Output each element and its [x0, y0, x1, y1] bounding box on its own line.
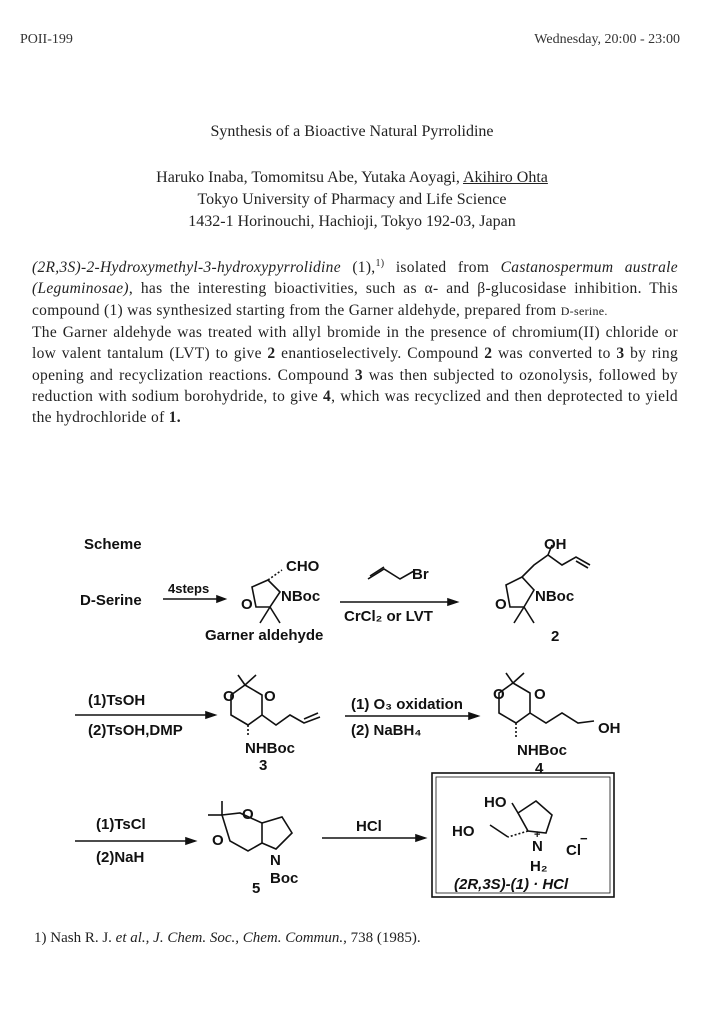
- affiliation: Tokyo University of Pharmacy and Life Science: [197, 191, 507, 208]
- cho-bond: [268, 570, 282, 580]
- compound-4-label: 4: [535, 760, 544, 777]
- d-serine-text: D-serine.: [560, 303, 608, 318]
- methyl-bond: [238, 675, 245, 685]
- session-time: Wednesday, 20:00 - 23:00: [534, 32, 680, 47]
- oxazolidine-ring: [252, 580, 280, 607]
- nboc-label-2: NBoc: [535, 588, 575, 605]
- minus-charge: −: [580, 831, 588, 846]
- nhboc-label-3: NHBoc: [245, 740, 296, 757]
- arrowhead: [448, 599, 457, 605]
- tsoh-step-1: (1)TsOH: [88, 692, 146, 709]
- footnote-journal: et al., J. Chem. Soc., Chem. Commun.: [115, 930, 344, 946]
- compound-2-label: 2: [551, 628, 560, 645]
- tsoh-step-2: (2)TsOH,DMP: [88, 722, 183, 739]
- text-span: , has the interesting bioactivities, such as α- and β-glucosidase inhibition. This compound (1) was synthesized starting from the Garner aldehyde, prepared from: [32, 280, 678, 319]
- text-span: enantioselectively. Compound: [281, 345, 479, 363]
- hydroxyethyl-chain: [530, 713, 594, 723]
- ring-o-5b: O: [212, 832, 224, 849]
- ch2oh-bond: [508, 831, 528, 837]
- compound-number: 2: [484, 345, 493, 363]
- methyl-bond: [506, 673, 513, 683]
- author-block: [0, 167, 704, 233]
- d-serine-label: D-Serine: [80, 592, 142, 609]
- presenting-author: Akihiro Ohta: [462, 169, 548, 186]
- final-product-label: (2R,3S)-(1) · HCl: [454, 876, 569, 893]
- poster-code: POII-199: [20, 32, 73, 47]
- paper-title: Synthesis of a Bioactive Natural Pyrrolidine: [210, 123, 494, 140]
- species-name: Castanospermum australe: [500, 259, 678, 277]
- compound-5-label: 5: [252, 880, 261, 897]
- compound-3-label: 3: [259, 757, 268, 774]
- arrowhead: [217, 596, 225, 602]
- plus-charge: +: [534, 829, 541, 841]
- text-span: , which was recyclized and then deprotected to yield the hydrochloride of: [32, 387, 678, 427]
- compound-ref: (1),: [352, 259, 376, 277]
- oh-bond: [512, 803, 518, 813]
- dioxane-o-3b: O: [264, 688, 276, 705]
- author-names: Haruko Inaba, Tomomitsu Abe, Yutaka Aoyagi,: [156, 169, 463, 186]
- allyl-bromide-chain: [368, 569, 414, 579]
- methyl-bond: [245, 675, 256, 685]
- nhboc-label-4: NHBoc: [517, 742, 568, 759]
- arrowhead: [469, 713, 478, 719]
- ch2oh-bond: [490, 825, 508, 837]
- text-span: isolated from: [395, 259, 490, 277]
- dioxane-o-4a: O: [493, 686, 505, 703]
- pyrrolidine-ring-5: [262, 817, 292, 849]
- methyl-bond: [514, 607, 524, 623]
- compound-number: 1.: [168, 409, 181, 427]
- four-steps-label: 4steps: [168, 581, 210, 596]
- ring-o-5a: O: [242, 806, 254, 823]
- text-span: was then subjected to ozonolysis, followed by reduction with sodium borohydride, to give: [32, 366, 678, 405]
- oh-label-4: OH: [598, 720, 621, 737]
- garner-aldehyde-label: Garner aldehyde: [205, 627, 324, 644]
- arrowhead: [416, 835, 425, 841]
- reaction-scheme: [0, 525, 704, 915]
- text-span: by ring opening and recyclization reactions. Compound: [32, 345, 678, 384]
- ring-o-label-2: O: [495, 596, 507, 613]
- methyl-bond: [513, 673, 524, 683]
- h2-label: H₂: [530, 858, 548, 875]
- boc-label-5: Boc: [270, 870, 299, 887]
- dioxane-o-4b: O: [534, 686, 546, 703]
- tscl-step-1: (1)TsCl: [96, 816, 146, 833]
- compound-number: 3: [354, 366, 363, 384]
- compound-number: 2: [267, 345, 276, 363]
- footnote-citation: , 738 (1985).: [343, 930, 421, 946]
- text-span: The Garner aldehyde was treated with allyl bromide in the presence of chromium(II) chloride or low valent tantalum (LVT) to give: [32, 324, 678, 363]
- address: 1432-1 Horinouchi, Hachioji, Tokyo 192-03, Japan: [188, 213, 516, 230]
- ho-label-chain: HO: [452, 823, 475, 840]
- arrowhead: [186, 838, 195, 844]
- methyl-bond: [524, 607, 534, 623]
- text-span: was converted to: [497, 345, 611, 363]
- citation-sup: 1): [375, 258, 385, 269]
- homoallyl-chain: [522, 555, 590, 577]
- footnote: [34, 930, 421, 947]
- compound-number: 4: [323, 387, 332, 405]
- arrowhead: [206, 712, 215, 718]
- family-name: (Leguminosae): [32, 280, 129, 298]
- methyl-bond: [270, 607, 280, 623]
- ozonolysis-step-1: (1) O₃ oxidation: [351, 696, 463, 713]
- nboc-label: NBoc: [281, 588, 321, 605]
- double-bond: [370, 567, 384, 576]
- cho-label: CHO: [286, 558, 320, 575]
- oh-label-2: OH: [544, 536, 567, 553]
- n-label-5: N: [270, 852, 281, 869]
- ring-o-label: O: [241, 596, 253, 613]
- abstract-text: [32, 253, 678, 429]
- footnote-author: 1) Nash R. J.: [34, 930, 112, 946]
- crcl2-lvt-label: CrCl₂ or LVT: [344, 608, 433, 625]
- abstract-paragraph-1: [32, 253, 678, 322]
- oxazolidine-ring-2: [506, 577, 534, 607]
- br-label: Br: [412, 566, 429, 583]
- compound-name: (2R,3S)-2-Hydroxymethyl-3-hydroxypyrrolidine: [32, 259, 341, 277]
- n-label-final: N: [532, 838, 543, 855]
- dioxane-ring-3: [231, 685, 262, 725]
- methyl-bond: [260, 607, 270, 623]
- nabh4-step-2: (2) NaBH₄: [351, 722, 422, 739]
- abstract-paragraph-2: [32, 322, 678, 428]
- hcl-reagent-label: HCl: [356, 818, 382, 835]
- ho-label-ring: HO: [484, 794, 507, 811]
- author-line: [0, 167, 704, 189]
- scheme-heading: Scheme: [84, 536, 142, 553]
- nah-step-2: (2)NaH: [96, 849, 145, 866]
- compound-number: 3: [616, 345, 625, 363]
- dioxane-o-3a: O: [223, 688, 235, 705]
- chloride-label: Cl: [566, 842, 581, 859]
